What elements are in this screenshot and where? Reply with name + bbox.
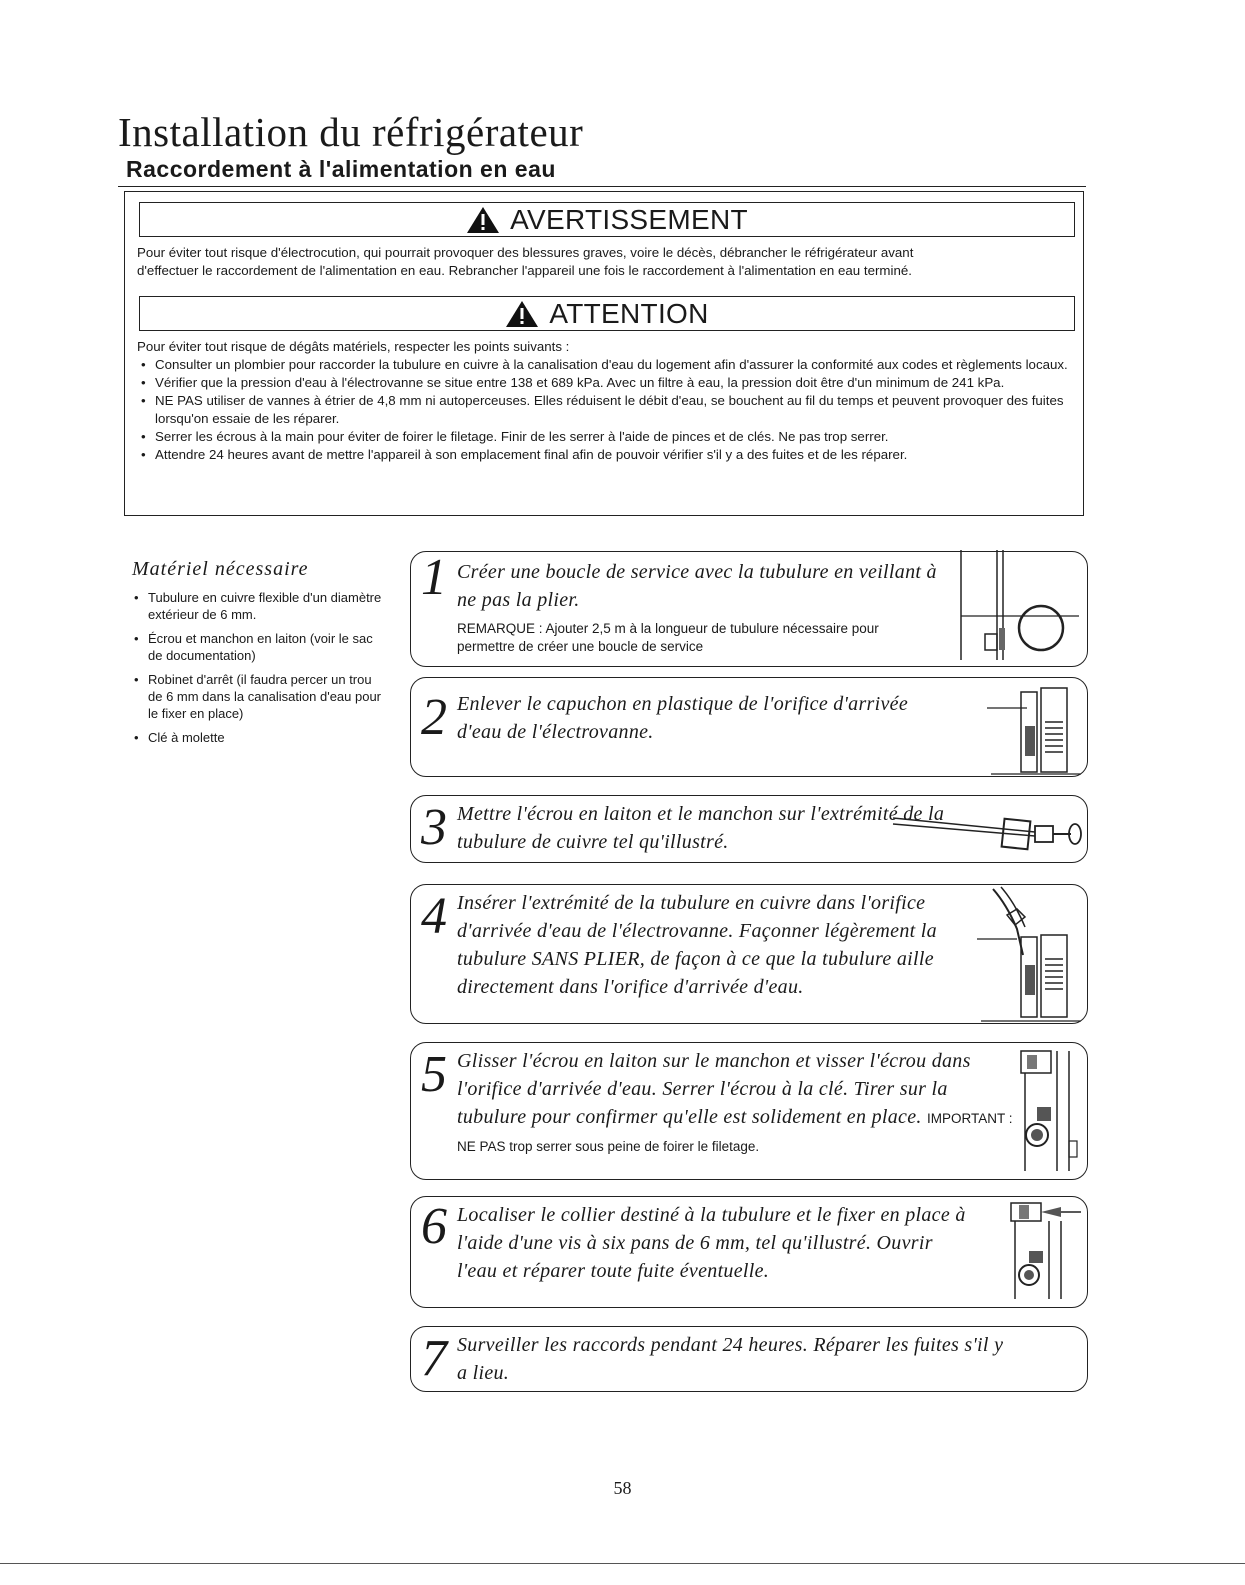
warning-line: Pour éviter tout risque d'électrocution, qui pourrait provoquer des blessures graves, voire le décès, débrancher le réfrigérateur avant <box>137 245 914 260</box>
step-note: REMARQUE : Ajouter 2,5 m à la longueur de tubulure nécessaire pour permettre de créer une boucle de service <box>457 621 879 654</box>
step-number: 6 <box>421 1198 447 1255</box>
nut-tightening-illustration <box>1015 1047 1085 1177</box>
step-text: Mettre l'écrou en laiton et le manchon sur l'extrémité de la tubulure de cuivre tel qu'illustré. <box>457 803 945 853</box>
step-note: IMPORTANT : NE PAS trop serrer sous peine de foirer le filetage. <box>457 1111 1013 1154</box>
step-text: Glisser l'écrou en laiton sur le manchon et visser l'écrou dans l'orifice d'arrivée d'eau. Serrer l'écrou à la clé. Tirer sur la tubulure pour confirmer qu'elle est solidement en place. IMPORTANT : NE PAS trop serrer sous peine de foirer le filetage. <box>457 1050 1013 1154</box>
step-text: Insérer l'extrémité de la tubulure en cuivre dans l'orifice d'arrivée d'eau de l'électrovanne. Façonner légèrement la tubulure SANS PLIER, de façon à ce que la tubulure aille directement dans l'orifice d'arrivée d'eau. <box>457 892 937 998</box>
warning-line: d'effectuer le raccordement de l'alimentation en eau. Rebrancher l'appareil une fois le raccordement à l'alimentation en eau terminé. <box>137 263 912 278</box>
material-item: • Clé à molette <box>132 729 382 746</box>
safety-box <box>124 191 1084 516</box>
tube-clamp-illustration <box>1005 1199 1085 1305</box>
page-title: Installation du réfrigérateur <box>118 109 584 155</box>
caution-item: • Vérifier que la pression d'eau à l'électrovanne se situe entre 138 et 689 kPa. Avec un filtre à eau, la pression doit être d'un minimum de 241 kPa. <box>137 374 1077 392</box>
warning-signal <box>139 202 1075 237</box>
caution-signal <box>139 296 1075 331</box>
caution-item: • Serrer les écrous à la main pour éviter de foirer le filetage. Finir de les serrer à l'aide de pinces et de clés. Ne pas trop serrer. <box>137 428 1077 446</box>
step-text: Enlever le capuchon en plastique de l'orifice d'arrivée d'eau de l'électrovanne. <box>457 693 909 743</box>
step-number: 5 <box>421 1046 447 1103</box>
step-number: 1 <box>421 549 447 606</box>
step-text: Surveiller les raccords pendant 24 heures. Réparer les fuites s'il y a lieu. <box>457 1334 1004 1384</box>
caution-heading: ATTENTION <box>549 297 709 329</box>
warning-heading: AVERTISSEMENT <box>510 203 748 235</box>
materials-title: Matériel nécessaire <box>132 558 309 580</box>
caution-item: • Attendre 24 heures avant de mettre l'appareil à son emplacement final afin de pouvoir vérifier s'il y a des fuites et de les réparer. <box>137 446 1077 464</box>
step-number: 3 <box>421 799 447 856</box>
subtitle-rule <box>118 186 1086 187</box>
step-number: 7 <box>421 1330 447 1387</box>
step-2 <box>410 677 1088 777</box>
materials-list <box>132 558 382 753</box>
material-item: • Robinet d'arrêt (il faudra percer un trou de 6 mm dans la canalisation d'eau pour le fixer en place) <box>132 671 382 722</box>
bottom-rule <box>0 1563 1245 1564</box>
caution-item: • Consulter un plombier pour raccorder la tubulure en cuivre à la canalisation d'eau du logement afin d'assurer la conformité aux codes et règlements locaux. <box>137 356 1077 374</box>
warning-triangle-icon <box>505 300 539 328</box>
solenoid-valve-illustration <box>981 678 1085 776</box>
step-text: Localiser le collier destiné à la tubulure et le fixer en place à l'aide d'une vis à six pans de 6 mm, tel qu'illustré. Ouvrir l'eau et réparer toute fuite éventuelle. <box>457 1204 966 1282</box>
step-1 <box>410 551 1088 667</box>
step-7 <box>410 1326 1088 1392</box>
warning-text <box>137 244 1077 280</box>
step-6 <box>410 1196 1088 1308</box>
caution-text <box>137 338 1077 464</box>
step-4 <box>410 884 1088 1024</box>
section-subtitle: Raccordement à l'alimentation en eau <box>126 156 556 182</box>
step-3 <box>410 795 1088 863</box>
step-5 <box>410 1042 1088 1180</box>
step-number: 4 <box>421 888 447 945</box>
warning-triangle-icon <box>466 206 500 234</box>
service-loop-illustration <box>959 550 1087 666</box>
tube-insertion-illustration <box>977 885 1085 1023</box>
caution-intro: Pour éviter tout risque de dégâts matériels, respecter les points suivants : <box>137 339 570 354</box>
brass-nut-sleeve-illustration <box>885 800 1087 856</box>
caution-item: • NE PAS utiliser de vannes à étrier de 4,8 mm ni autoperceuses. Elles réduisent le débit d'eau, se bouchent au fil du temps et peuvent provoquer des fuites lorsqu'on essaie de les réparer. <box>137 392 1077 428</box>
material-item: • Écrou et manchon en laiton (voir le sac de documentation) <box>132 630 382 664</box>
step-text: Créer une boucle de service avec la tubulure en veillant à ne pas la plier. REMARQUE : Ajouter 2,5 m à la longueur de tubulure nécessaire pour permettre de créer une boucle de service <box>457 561 937 654</box>
material-item: • Tubulure en cuivre flexible d'un diamètre extérieur de 6 mm. <box>132 589 382 623</box>
step-number: 2 <box>421 689 447 746</box>
page-number: 58 <box>613 1478 632 1498</box>
